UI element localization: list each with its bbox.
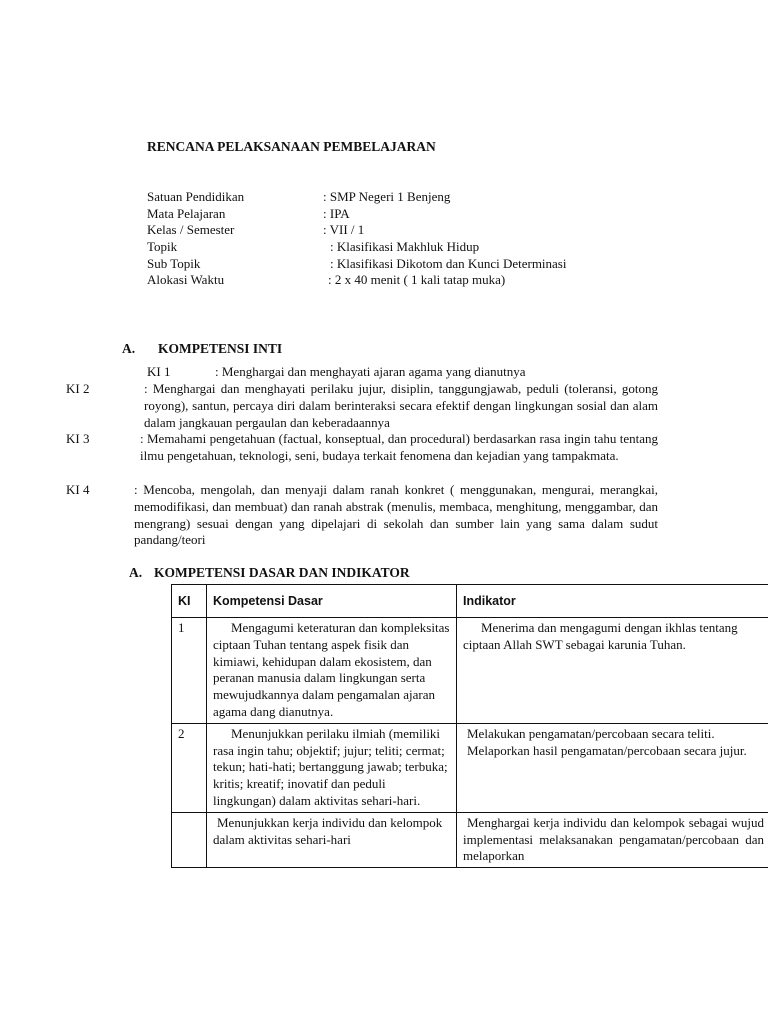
ki-label: KI 3	[66, 431, 90, 446]
table-row	[172, 812, 768, 867]
cell-ki	[172, 812, 207, 867]
identity-label: Kelas / Semester	[147, 222, 235, 237]
identity-label: Topik	[147, 239, 178, 254]
table-row	[172, 618, 768, 724]
cell-ki: 1	[172, 618, 207, 724]
section-title: KOMPETENSI DASAR DAN INDIKATOR	[154, 565, 410, 580]
identity-value: : 2 x 40 menit ( 1 kali tatap muka)	[328, 272, 506, 287]
identity-label: Alokasi Waktu	[147, 272, 225, 287]
identity-label: Sub Topik	[147, 256, 201, 271]
cell-indikator	[457, 618, 768, 724]
section-letter: A.	[129, 565, 143, 580]
kompetensi-dasar-table	[171, 584, 768, 868]
ki-label: KI 4	[66, 482, 90, 497]
identity-value: : SMP Negeri 1 Benjeng	[323, 189, 451, 204]
identity-value: : Klasifikasi Dikotom dan Kunci Determinasi	[330, 256, 567, 271]
ki-text: : Menghargai dan menghayati perilaku jujur, disiplin, tanggungjawab, peduli (toleransi, gotong royong), santun, percaya diri dalam berinteraksi secara efektif dengan lingkungan sosial dan alam dalam jangkauan pergaulan dan keberadaannya	[144, 381, 658, 430]
section-letter: A.	[122, 341, 136, 356]
table-row	[172, 723, 768, 812]
identity-label: Mata Pelajaran	[147, 206, 226, 221]
cell-indikator	[457, 812, 768, 867]
ki-label: KI 2	[66, 381, 90, 396]
identity-label: Satuan Pendidikan	[147, 189, 245, 204]
cell-ki: 2	[172, 723, 207, 812]
ki-label: KI 1	[147, 364, 171, 379]
header-indikator: Indikator	[457, 585, 768, 618]
header-ki: KI	[172, 585, 207, 618]
ki-text: : Mencoba, mengolah, dan menyaji dalam ranah konkret ( menggunakan, mengurai, merangkai, memodifikasi, dan membuat) dan ranah abstrak (menulis, membaca, menghitung, menggambar, dan mengrang) sesuai dengan yang dipelajari di sekolah dan sumber lain yang sama dalam sudut pandang/teori	[134, 482, 658, 548]
section-title: KOMPETENSI INTI	[158, 341, 283, 356]
identity-value: : IPA	[323, 206, 350, 221]
cell-indikator	[457, 723, 768, 812]
indikator-item: Melakukan pengamatan/percobaan secara teliti.	[467, 725, 715, 741]
table-header-row	[172, 585, 768, 618]
header-kompetensi-dasar: Kompetensi Dasar	[207, 585, 457, 618]
indikator-item: Menerima dan mengagumi dengan ikhlas tentang ciptaan Allah SWT sebagai karunia Tuhan.	[463, 620, 738, 652]
cell-kompetensi-dasar: Menunjukkan kerja individu dan kelompok dalam aktivitas sehari-hari	[207, 812, 457, 867]
indikator-item: Menghargai kerja individu dan kelompok sebagai wujud implementasi melaksanakan pengamatan/percobaan dan melaporkan	[463, 814, 764, 864]
cell-kompetensi-dasar: Menunjukkan perilaku ilmiah (memiliki rasa ingin tahu; objektif; jujur; teliti; cermat; tekun; hati-hati; bertanggung jawab; terbuka; kritis; kreatif; inovatif dan peduli lingkungan) dalam aktivitas sehari-hari.	[207, 723, 457, 812]
ki-text: : Menghargai dan menghayati ajaran agama yang dianutnya	[215, 364, 526, 379]
section-heading-kompetensi-inti	[122, 341, 282, 357]
document-title: RENCANA PELAKSANAAN PEMBELAJARAN	[147, 139, 436, 154]
indikator-item: Melaporkan hasil pengamatan/percobaan secara jujur.	[467, 742, 747, 758]
ki-text: : Memahami pengetahuan (factual, konseptual, dan procedural) berdasarkan rasa ingin tahu tentang ilmu pengetahuan, teknologi, seni, budaya terkait fenomena dan kejadian yang tampakmata.	[140, 431, 658, 463]
identity-value: : VII / 1	[323, 222, 365, 237]
identity-value: : Klasifikasi Makhluk Hidup	[330, 239, 480, 254]
section-heading-kompetensi-dasar	[129, 565, 410, 581]
cell-kompetensi-dasar: Mengagumi keteraturan dan kompleksitas ciptaan Tuhan tentang aspek fisik dan kimiawi, kehidupan dalam ekosistem, dan peranan manusia dalam lingkungan serta mewujudkannya dalam pengamalan ajaran agama dang dianutnya.	[207, 618, 457, 724]
